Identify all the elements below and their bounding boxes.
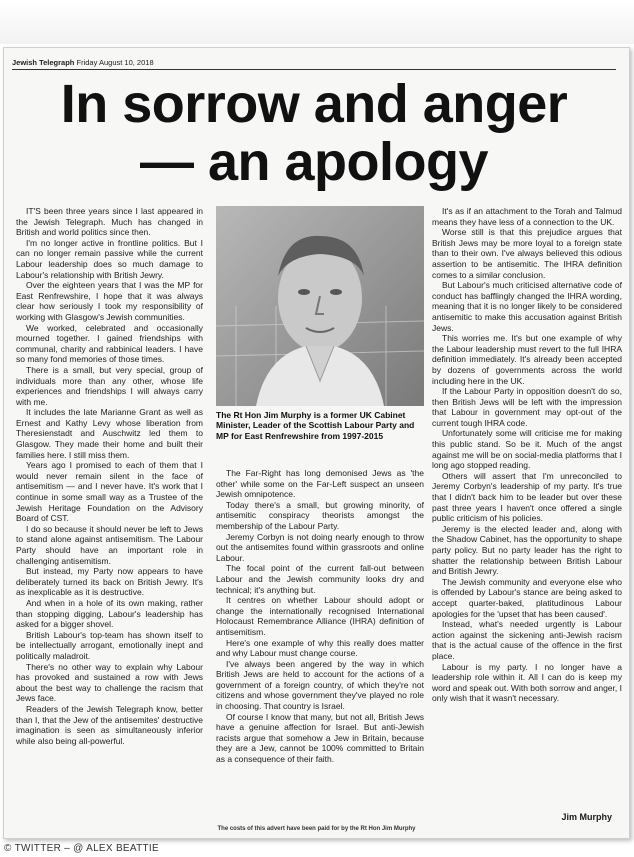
author-signature: Jim Murphy xyxy=(561,812,612,822)
portrait-photo xyxy=(216,206,424,406)
paragraph: Unfortunately some will criticise me for making this public stand. So be it. Much of the angst against me will be on social-media platforms that I long ago stopped reading. xyxy=(432,428,622,471)
paragraph: Over the eighteen years that I was the MP for East Renfrewshire, I hope that it was always clear how seriously I took my responsibility of working with Glasgow's Jewish communities. xyxy=(16,280,203,322)
article-column-2 xyxy=(216,468,424,765)
paragraph: Years ago I promised to each of them that I would never remain silent in the face of antisemitism — and I never have. It's work that I continue in some small way as a Trustee of the Jewish Heritage Foundation on the Advisory Board of CST. xyxy=(16,460,203,524)
paragraph: Here's one example of why this really does matter and why Labour must change course. xyxy=(216,637,424,659)
paragraph: Labour is my party. I no longer have a leadership role within it. All I can do is keep my word and speak out. With both sorrow and anger, I only wish that it wasn't necessary. xyxy=(432,661,622,704)
paragraph: The Far-Right has long demonised Jews as 'the other' while some on the Far-Left suspect an unseen Jewish omnipotence. xyxy=(216,468,424,500)
paragraph: There's no other way to explain why Labour has provoked and sustained a row with Jews about the best way to challenge the racism that Jews face. xyxy=(16,661,203,704)
paragraph: Today there's a small, but growing minority, of antisemitic conspiracy theorists amongst the membership of the Labour Party. xyxy=(216,499,424,531)
paragraph: There is a small, but very special, group of individuals more than any other, whose life experiences and friendships I will always carry with me. xyxy=(16,364,203,407)
newspaper-page xyxy=(3,47,630,839)
article-column-1 xyxy=(16,206,203,746)
paragraph: I've always been angered by the way in which British Jews are held to account for the actions of a government of a foreign country, of which they're not citizens and whose government they've played no role in choosing. That country is Israel. xyxy=(216,658,424,712)
paragraph: But Labour's much criticised alternative code of conduct has bafflingly changed the IHRA wording, meaning that it is no longer likely to be considered antisemitic to make this accusation against British Jews. xyxy=(432,280,622,333)
paragraph: I'm no longer active in frontline politics. But I can no longer remain passive while the current Labour leadership does so much damage to Labour's relationship with British Jewry. xyxy=(16,237,203,280)
paragraph: Jeremy is the elected leader and, along with the Shadow Cabinet, has the opportunity to shape party policy. But no party leader has the right to shatter the relationship between British Labour and British Jewry. xyxy=(432,523,622,577)
issue-date: Friday August 10, 2018 xyxy=(76,58,154,67)
paragraph: Readers of the Jewish Telegraph know, better than I, that the Jew of the antisemites' destructive imagination is seen as simultaneously inferior while also being all-powerful. xyxy=(16,703,203,746)
paragraph: Of course I know that many, but not all, British Jews have a genuine affection for Israel. But anti-Jewish racists argue that somehow a Jew in Britain, because they are a Jew, cannot be 100% committed to Britain as a consequence of their faith. xyxy=(216,711,424,765)
paper-name: Jewish Telegraph xyxy=(12,58,75,67)
paragraph: This worries me. It's but one example of why the Labour leadership must revert to the full IHRA definition immediately. It's already been accepted by dozens of governments across the world including here in the UK. xyxy=(432,333,622,386)
paragraph: British Labour's top-team has shown itself to be intellectually arrogant, emotionally inept and politically maladroit. xyxy=(16,629,203,661)
article-column-3 xyxy=(432,206,622,704)
headline-line-1: In sorrow and anger xyxy=(60,74,568,134)
paragraph: It's as if an attachment to the Torah and Talmud means they have less of a connection to the UK. xyxy=(432,206,622,227)
paragraph: And when in a hole of its own making, rather than stopping digging, Labour's leadership has asked for a bigger shovel. xyxy=(16,597,203,630)
portrait-illustration xyxy=(216,206,424,406)
paragraph: The Jewish community and everyone else who is offended by Labour's stance are being asked to accept quarter-baked, platitudinous Labour apologies for the 'upset that has been caused'. xyxy=(432,576,622,619)
paragraph: We worked, celebrated and occasionally mourned together. I gained friendships with communal, charity and rabbinical leaders. I have so many fond memories of those times. xyxy=(16,322,203,365)
image-credit: © TWITTER – @ ALEX BEATTIE xyxy=(4,843,159,854)
masthead xyxy=(12,58,616,70)
advert-disclaimer: The costs of this advert have been paid for by the Rt Hon Jim Murphy xyxy=(217,826,416,832)
paragraph: It centres on whether Labour should adopt or change the internationally recognised International Holocaust Remembrance Alliance (IHRA) definition of antisemitism. xyxy=(216,595,424,637)
paragraph: IT'S been three years since I last appeared in the Jewish Telegraph. Much has changed in British and world politics since then. xyxy=(16,206,203,238)
headline-line-2: — an apology xyxy=(139,132,489,192)
paragraph: It includes the late Marianne Grant as well as Ernest and Kathy Levy whose liberation from Theresienstadt and Auschwitz led them to Glasgow. They made their home and built their families here. I still miss them. xyxy=(16,407,203,460)
paragraph: But instead, my Party now appears to have deliberately turned its back on British Jewry. It's as inexplicable as it is destructive. xyxy=(16,566,203,598)
paragraph: Instead, what's needed urgently is Labour action against the sickening anti-Jewish racism that is the actual cause of the offence in the first place. xyxy=(432,619,622,661)
paragraph: The focal point of the current fall-out between Labour and the Jewish community looks dry and technical; it's anything but. xyxy=(216,563,424,595)
paragraph: Jeremy Corbyn is not doing nearly enough to throw out the antisemites found within grassroots and online Labour. xyxy=(216,531,424,563)
paragraph: If the Labour Party in opposition doesn't do so, then British Jews will be left with the impression that Labour in government may opt-out of the current tough IHRA code. xyxy=(432,386,622,428)
paragraph: Others will assert that I'm unreconciled to Jeremy Corbyn's leadership of my party. It's true that I didn't back him to be leader but over these past three years I haven't once offered a single public criticism of his policies. xyxy=(432,470,622,524)
paragraph: Worse still is that this prejudice argues that British Jews may be more loyal to a foreign state than to their own. I've always believed this odious assertion to be antisemitic. The IHRA definition comes to a similar conclusion. xyxy=(432,227,622,280)
background-strip xyxy=(0,0,634,44)
paragraph: I do so because it should never be left to Jews to stand alone against antisemitism. The Labour Party should have an important role in challenging antisemitism. xyxy=(16,523,203,566)
photo-caption: The Rt Hon Jim Murphy is a former UK Cabinet Minister, Leader of the Scottish Labour Party and MP for East Renfrewshire from 1997-2015 xyxy=(216,410,415,441)
